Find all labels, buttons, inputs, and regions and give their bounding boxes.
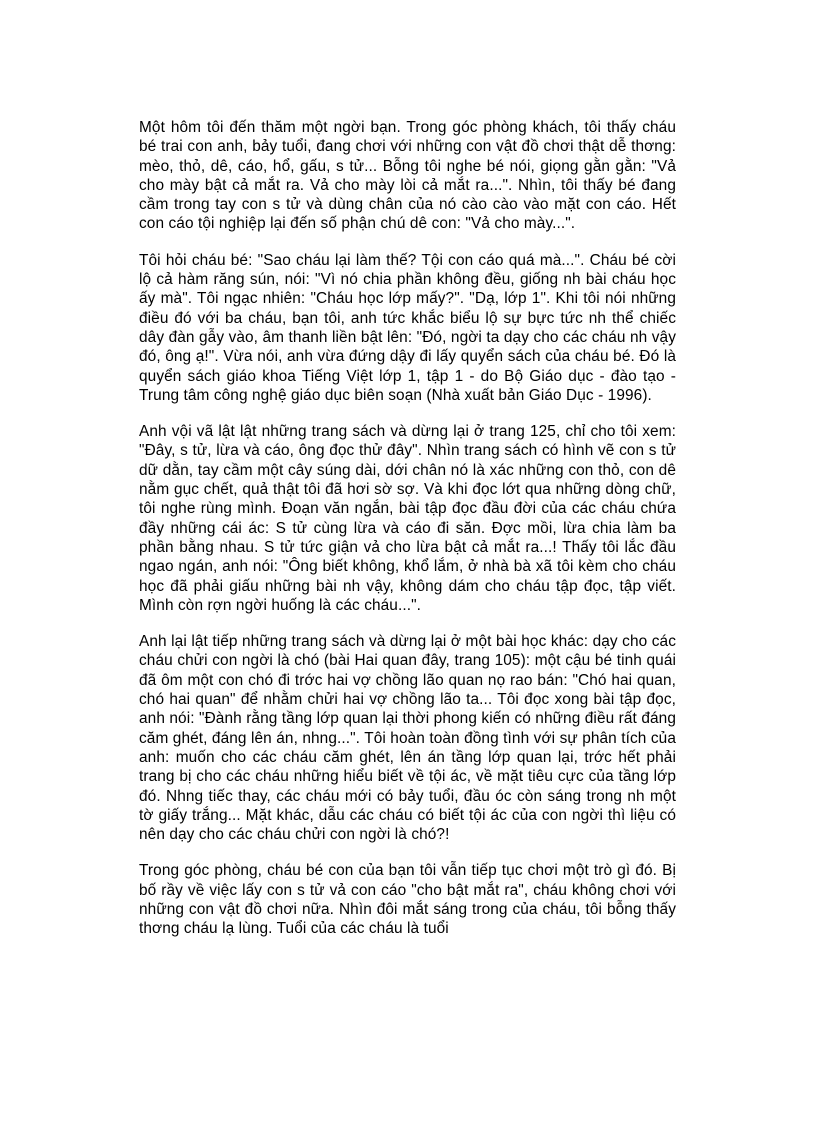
paragraph-5: Trong góc phòng, cháu bé con của bạn tôi vẫn tiếp tục chơi một trò gì đó. Bị bố rầy về việc lấy con s tử vả con cáo "cho bật mắt ra", cháu không chơi với những con vật đồ chơi nữa. Nhìn đôi mắt sáng trong của cháu, tôi bỗng thấy thơng cháu lạ lùng. Tuổi của các cháu là tuổi — [139, 862, 676, 938]
paragraph-4: Anh lại lật tiếp những trang sách và dừng lại ở một bài học khác: dạy cho các cháu chửi con ngời là chó (bài Hai quan đây, trang 105): một cậu bé tinh quái đã ôm một con chó đi trớc hai vợ chồng lão quan nọ rao bán: "Chó hai quan, chó hai quan" để nhằm chửi hai vợ chồng lão ta... Tôi đọc xong bài tập đọc, anh nói: "Đành rằng tầng lớp quan lại thời phong kiến có những điều rất đáng căm ghét, đáng lên án, nhng...". Tôi hoàn toàn đồng tình với sự phân tích của anh: muốn cho các cháu căm ghét, lên án tầng lớp quan lại, trớc hết phải trang bị cho các cháu những hiểu biết về tội ác, về mặt tiêu cực của tầng lớp đó. Nhng tiếc thay, các cháu mới có bảy tuổi, đầu óc còn sáng trong nh một tờ giấy trắng... Mặt khác, dẫu các cháu có biết tội ác của con ngời thì liệu có nên dạy cho các cháu chửi con ngời là chó?! — [139, 633, 676, 844]
paragraph-3: Anh vội vã lật lật những trang sách và dừng lại ở trang 125, chỉ cho tôi xem: "Đây, s tử, lừa và cáo, ông đọc thử đây". Nhìn trang sách có hình vẽ con s tử dữ dằn, tay cầm một cây súng dài, dới chân nó là xác những con thỏ, con dê nằm gục chết, quả thật tôi đã hơi sờ sợ. Và khi đọc lớt qua những dòng chữ, tôi nghe rùng mình. Đoạn văn ngắn, bài tập đọc đầu đời của các cháu chứa đầy những cái ác: S tử cùng lừa và cáo đi săn. Đợc mồi, lừa chia làm ba phần bằng nhau. S tử tức giận vả cho lừa bật cả mắt ra...! Thấy tôi lắc đầu ngao ngán, anh nói: "Ông biết không, khổ lắm, ở nhà bà xã tôi kèm cho cháu học đã phải giấu những bài nh vậy, không dám cho cháu tập đọc, tập viết. Mình còn rợn ngời huống là các cháu...". — [139, 423, 676, 614]
paragraph-1: Một hôm tôi đến thăm một ngời bạn. Trong góc phòng khách, tôi thấy cháu bé trai con anh, bảy tuổi, đang chơi với những con vật đồ chơi thật dễ thơng: mèo, thỏ, dê, cáo, hổ, gấu, s tử... Bỗng tôi nghe bé nói, giọng gằn gằn: "Vả cho mày bật cả mắt ra. Vả cho mày lòi cả mắt ra...". Nhìn, tôi thấy bé đang cầm trong tay con s tử và dùng chân của nó cào cào vào mặt con cáo. Hết con cáo tội nghiệp lại đến số phận chú dê con: "Vả cho mày...". — [139, 119, 676, 233]
paragraph-2: Tôi hỏi cháu bé: "Sao cháu lại làm thế? Tội con cáo quá mà...". Cháu bé cời lộ cả hàm răng sún, nói: "Vì nó chia phần không đều, giống nh bài cháu học ấy mà". Tôi ngạc nhiên: "Cháu học lớp mấy?". "Dạ, lớp 1". Khi tôi nói những điều đó với ba cháu, bạn tôi, anh tức khắc biểu lộ sự bực tức nh thể chiếc dây đàn gẫy vào, âm thanh liền bật lên: "Đó, ngời ta dạy cho các cháu nh vậy đó, ông ạ!". Vừa nói, anh vừa đứng dậy đi lấy quyển sách của cháu bé. Đó là quyển sách giáo khoa Tiếng Việt lớp 1, tập 1 - do Bộ Giáo dục - đào tạo - Trung tâm công nghệ giáo dục biên soạn (Nhà xuất bản Giáo Dục - 1996). — [139, 251, 676, 404]
document-body — [139, 118, 676, 956]
